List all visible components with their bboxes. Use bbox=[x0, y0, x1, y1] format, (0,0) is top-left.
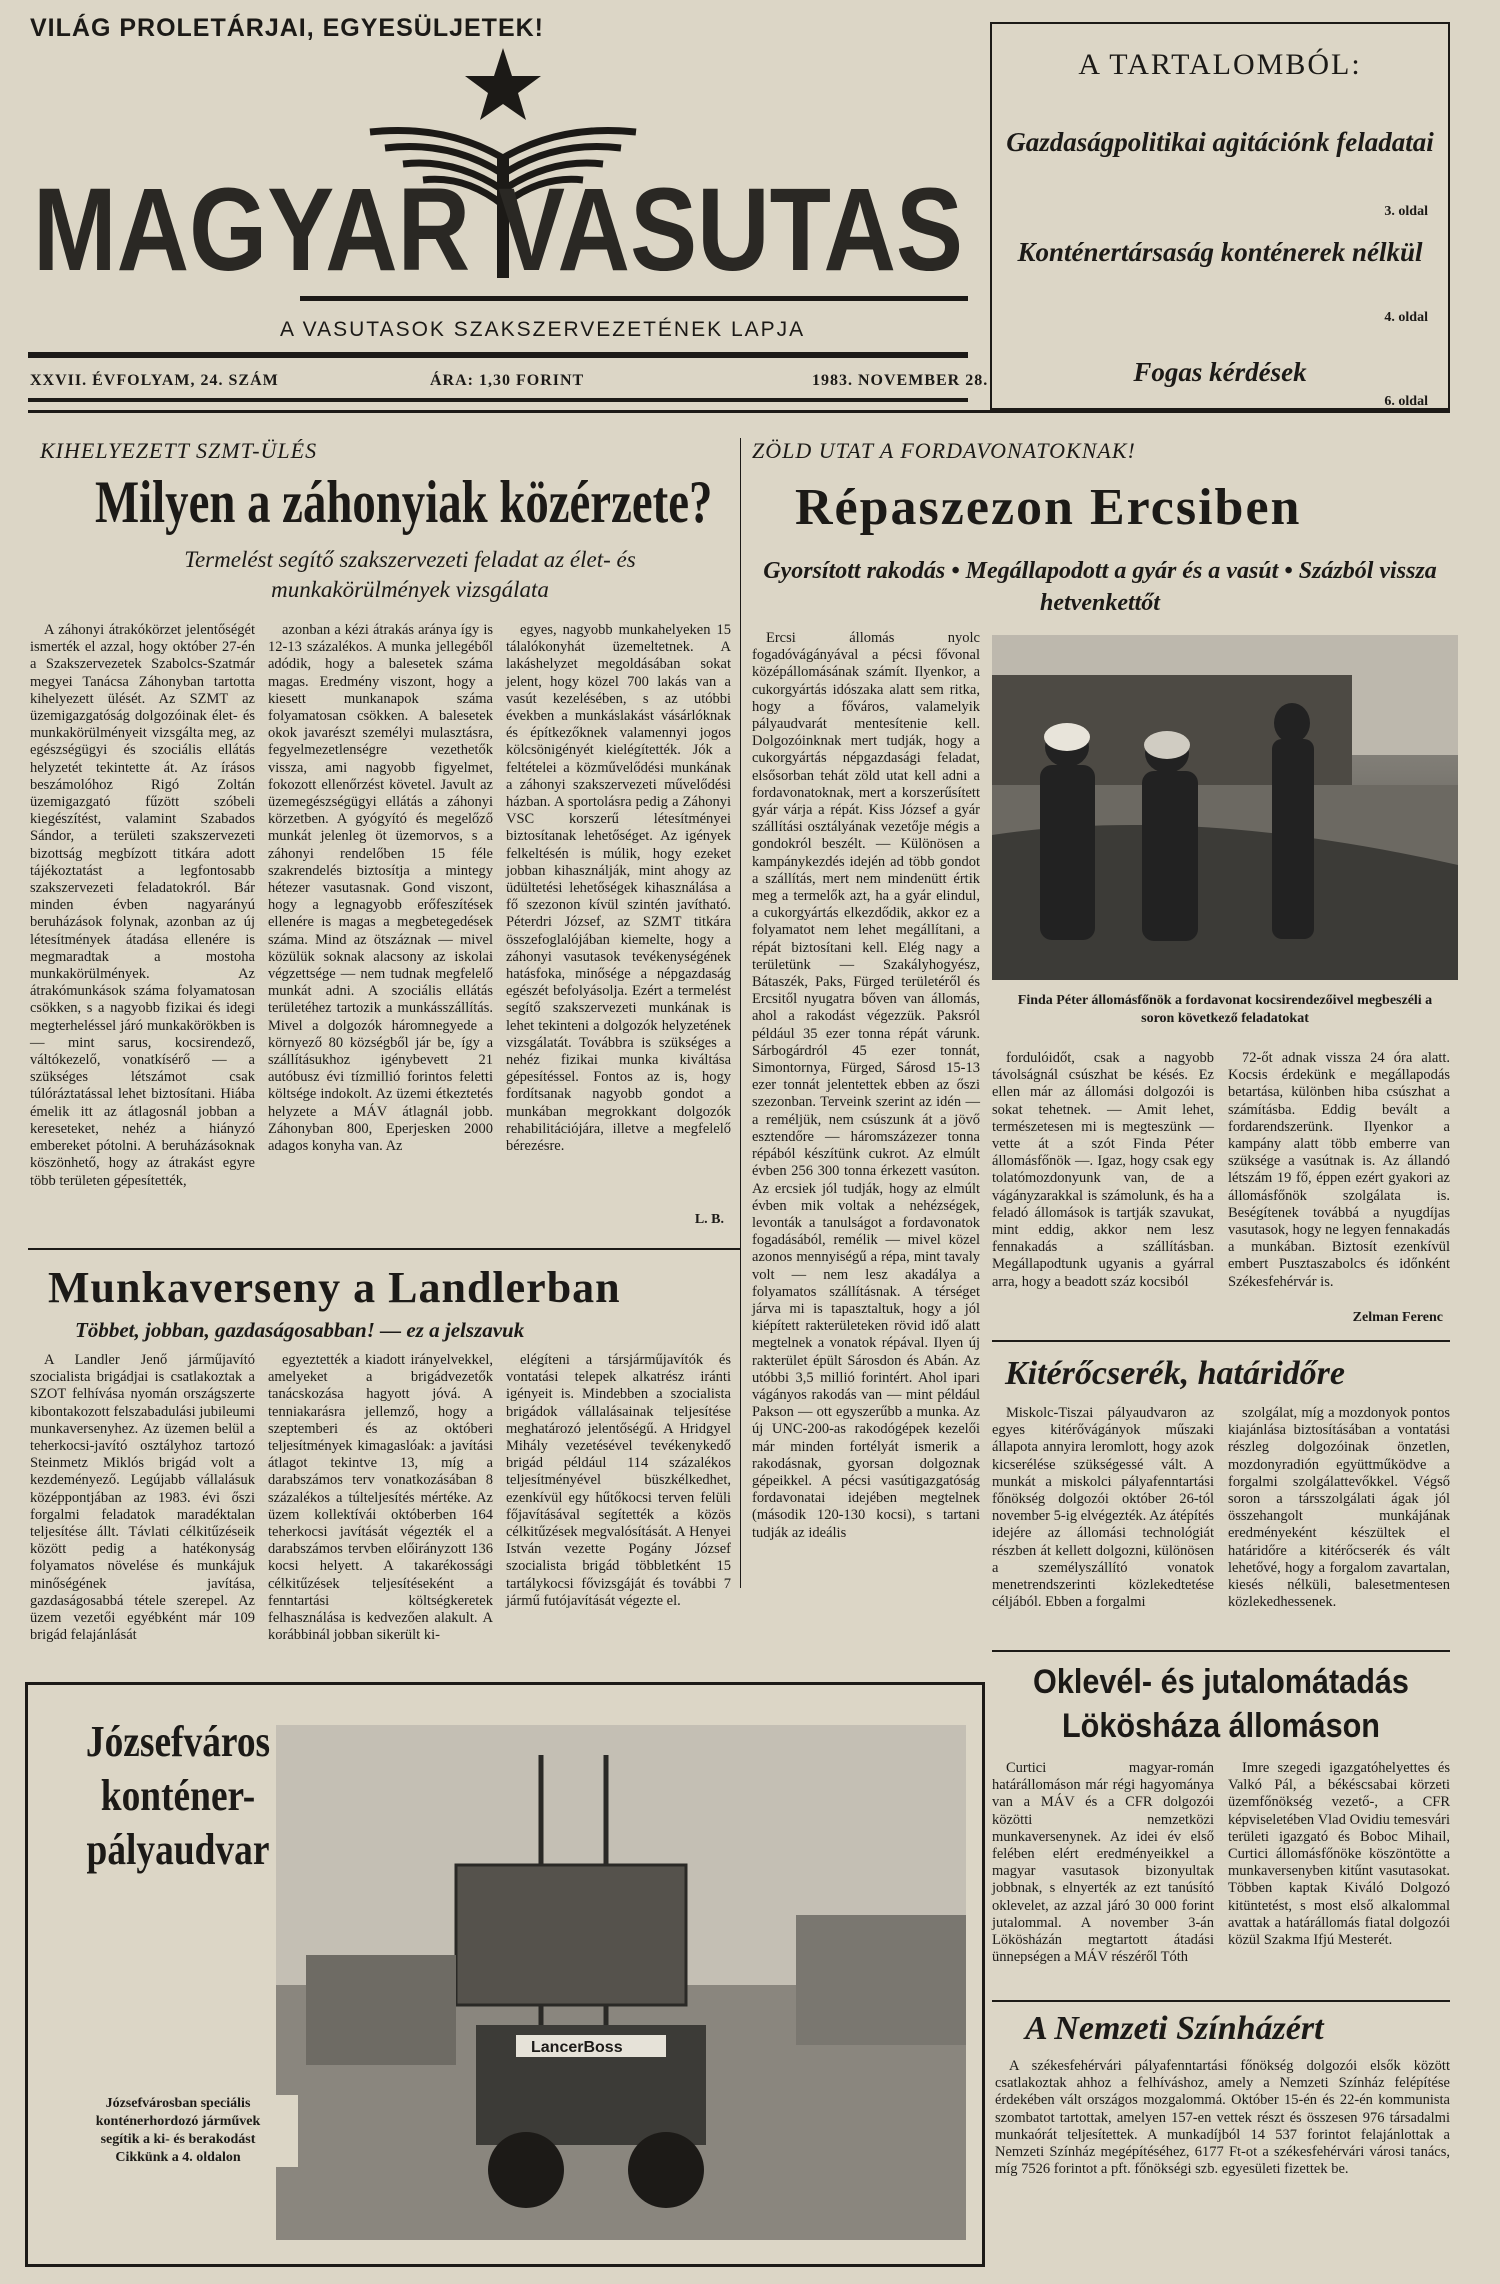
contents-page-1: 3. oldal bbox=[1384, 204, 1428, 219]
article5-rule bbox=[992, 1650, 1450, 1652]
article2-signature: Zelman Ferenc bbox=[1352, 1310, 1443, 1325]
top-section-rule bbox=[28, 410, 1450, 413]
contents-title: A TARTALOMBÓL: bbox=[1078, 48, 1362, 81]
article1-kicker: KIHELYEZETT SZMT-ÜLÉS bbox=[40, 438, 318, 463]
masthead-logo-text: MAGYAR VASUTAS bbox=[33, 164, 963, 296]
article4-column-1: Miskolc-Tiszai pályaudvaron az egyes kitérővágányok műszaki állapota annyira leromlott, hogy azok kicserélése szükségessé vált. A munkát a miskolci pályafenntartási főnökség dolgozói október 26-tól november 5-ig elvégezték. Az átépítés idejére az állomási technológiát részben át kellett dolgozni, különösen a személyszállító vonatok menetrendszerinti közlekedtetése céljából. Ebben a forgalmi bbox=[992, 1405, 1214, 1611]
article3-column-2: egyeztették a kiadott irányelvekkel, amelyeket a brigádvezetők tanácskozása hagyott jóvá. A tenniakarásra jellemző, hogy a szeptemberi és az októberi teljesítmények kimagaslóak: a javítási átlagot tekintve 13, míg a darabszámos terv vonatkozásában 8 százalékos a túlteljesítés mértéke. Az üzem kollektívái októberben 164 teherkocsi javítását végezték el a darabszámos tervben előirányzott 136 kocsi helyett. A takarékossági célkitűzések teljesítéseként a fenntartási költségkeretek felhasználása is kedvezően alakult. A korábbinál jobban sikerült ki- bbox=[268, 1352, 493, 1644]
contents-item-3: Fogas kérdések bbox=[1133, 357, 1307, 387]
issue-volume: XXVII. ÉVFOLYAM, 24. SZÁM bbox=[30, 372, 279, 389]
jozsefvaros-caption: Józsefvárosban speciális konténerhordozó járművek segítik a ki- és berakodást Cikkünk a 4. oldalon bbox=[58, 2095, 298, 2167]
article5-headline: Oklevél- és jutalomátadás Lökösháza állomáson bbox=[1033, 1663, 1409, 1745]
article2-column-1: Ercsi állomás nyolc fogadóvágányával a pécsi fővonal középállomásának számít. Ilyenkor, a cukorgyártás idószaka alatt sem ritka, hogy a főváros, valamelyik pályaudvarát mentesítenie kell. Dolgozóinknak mert tudják, hogy a cukorgyártás népgazdasági feladat, elsősorban tehát zöld utat kell adni a fordavonatoknak, mert a korszerűsített gyár várja a répát. Kiss József a gyár szállítási osztályának vezetője mégis a gondokról beszélt. — Különösen a kampánykezdés idején ad több gondot a szállítás, mert nem mindenütt értik meg a termelők azt, ha a gyár elindul, a cukorgyártás elkezdődik, akkor ez a folyamatot nem lehet megállítani, a répát biztosítani kell. Elég nagy a területünk — Szakályhogyész, Bátaszék, Paks, Fürged területéről és Ercsitől nyugatra bőven van állomás, ahol a rakodást végezzük. Paksról például 35 ezer tonna répát várunk. Sárbogárdról 45 ezer tonnát, Simontornya, Fürged, Sárosd 15-13 ezer tonnát jelentettek ebben az őszi szezonban. Terveink szerint az idén — a reméljük, nem csúszunk át a jövő esztendőre — háromszázezer tonna répából készítünk cukrot. Az elmúlt évben 256 300 tonna érkezett vasúton. Az ercsiek jól tudják, hogy az elmúlt évben mik voltak a nehézségek, levonták a tanulságot a fordavonatok fogadásából, remélik — mivel közel azonos mennyiségű a répa, mint tavaly volt — nem lesz akadálya a folyamatos szállításnak. A térséget járva mi is tapasztaltuk, hogy a jól kiépített rakterületeken rövid idő alatt megtelnek a vonatok répával. Ilyen új rakterület épült Sárosdon és Abán. Az utóbbi 3,5 millió forintért. Ahol ipari vágányos rakodás van — mint például Pakson — ott egyszerűbb a munka. Az új UNC-200-as rakodógépek kezelői már minden fortélyát ismerik a rakodásnak, gyorsan dolgoznak gépeikkel. A pécsi vasútigazgatóság fordavonatai idejében megtelnek (második 120-130 kocsi), s tartani tudják az ideális bbox=[752, 630, 980, 1541]
container-terminal-photo bbox=[276, 1725, 966, 2240]
article1-headline: Milyen a záhonyiak közérzete? bbox=[95, 469, 713, 535]
article1-column-3: egyes, nagyobb munkahelyeken 15 tálalókonyhát üzemeltetnek. A lakáshelyzet megoldásában sokat jelent, hogy közel 700 lakás van a vasút kezelésében, s az utóbbi években a munkáslakást vásárlóknak és építkezőknek valamennyi jogos kölcsönigényét kielégítették. Jók a feltételei a közművelődési munkának a záhonyi szakszervezeti művelődési házban. A sportolásra pedig a Záhonyi VSC korszerű létesítményei biztosítanak lehetőséget. Az igények felkeltésén is múlik, hogy ezeket jobban kihasználják, mint ahogy az üdültetési lehetőségek kihasználása a fő szezonon kívül szintén javítható. Péterdri József, az SZMT titkára összefoglalójában kiemelte, hogy a záhonyi vasutasok tevékenységének hatásfoka, minősége a népgazdaság egészét befolyásolja. Ezért a termelést segítő szakszervezeti munkának is lehet tekinteni a dolgozók helyzetének vizsgálatát. Továbbra is szükséges a nehéz fizikai munka kiváltása gépesítéssel. Fontos az is, hogy fordítsanak nagyobb gondot a munkában megrokkant dolgozók rehabilitációjára, illetve a megfelelő bérezésre. bbox=[506, 622, 731, 1155]
column-divider-1 bbox=[740, 438, 741, 1588]
masthead-subtitle: A VASUTASOK SZAKSZERVEZETÉNEK LAPJA bbox=[280, 318, 806, 341]
contents-page-3: 6. oldal bbox=[1384, 394, 1428, 409]
issue-price: ÁRA: 1,30 FORINT bbox=[430, 372, 585, 389]
article6-body: A székesfehérvári pályafenntartási főnökség dolgozói elsők között csatlakoztak ahhoz a felhíváshoz, amely a Nemzeti Színház felépítése érdekében vált országos mozgalommá. Október 15-én és 22-én kommunista szombatot tartottak, amelyen 157-en vettek részt és összesen 976 társadalmi munkaórát teljesítettek. A munkadíjból 14 537 forintot felajánlottak a Nemzeti Színház megépítéséhez, 6177 Ft-ot a székesfehérvári városi tanács, míg 7526 forintot a pft. főnökségi szb. egyesületi fizettek be. bbox=[995, 2058, 1450, 2178]
article3-subhead: Többet, jobban, gazdaságosabban! — ez a jelszavuk bbox=[75, 1318, 525, 1342]
article2-kicker: ZÖLD UTAT A FORDAVONATOKNAK! bbox=[752, 438, 1136, 463]
article4-headline: Kitérőcserék, határidőre bbox=[1005, 1355, 1345, 1392]
article1-column-1: A záhonyi átrakókörzet jelentőségét ismerték el azzal, hogy október 27-én a Szakszervezetek Szabolcs-Szatmár megyei Tanácsa Záhonyban tartotta kihelyezett ülését. Az SZMT az üzemigazgatóság dolgozóinak élet- és munkakörülményeit vizsgálta meg, az egészségügyi és szociális ellátás helyzetét tekintette át. Az írásos beszámolóhoz Rigó Zoltán üzemigazgató fűzött szóbeli kiegészítést, valamint Szabados Sándor, a területi szakszervezeti bizottság megbízott titkára adott tájékoztatást a legfontosabb szakszervezeti feladatokról. Bár minden évben nagyarányú beruházások folynak, azonban az új létesítmények átadása ellenére is megmaradtak a mostoha munkakörülmények. Az átrakómunkások száma folyamatosan csökken, s a nagyobb fizikai és idegi megterheléssel járó munkakörökben is — mint sarus, kocsirendező, váltókezelő, vonatkísérő — a szükséges létszámot csak túlóráztatással lehet biztosítani. Hiába émelik itt az átlagosnál jobban a kereseteket, nehéz a hiányzó embereket pótolni. A beruházásoknak köszönhető, hogy az átrakást egyre több területen gépesítették, bbox=[30, 622, 255, 1189]
article2-subhead: Gyorsított rakodás • Megállapodott a gyár és a vasút • Százból vissza hetvenkettőt bbox=[763, 558, 1437, 616]
article3-rule bbox=[28, 1248, 740, 1250]
contents-box bbox=[990, 22, 1450, 410]
masthead-rule bbox=[300, 296, 968, 301]
article1-signature: L. B. bbox=[694, 1212, 724, 1227]
jozsefvaros-box bbox=[25, 1682, 985, 2267]
article5-column-1: Curtici magyar-román határállomáson már régi hagyománya van a MÁV és a CFR dolgozói közötti nemzetközi munkaversenynek. Az idei év első felében elért eredményeikkel a magyar vasutasok bizonyultak jobbnak, s elnyerték az ezt tanúsító oklevelet, az azzal járó 30 000 forint jutalommal. A november 3-án Lökösházán megtartott átadási ünnepségen a MÁV részéről Tóth bbox=[992, 1760, 1214, 1966]
jozsefvaros-headline: Józsefváros konténer- pályaudvar bbox=[85, 1717, 271, 1874]
star-icon bbox=[465, 48, 541, 120]
forklift-brand-label: LancerBoss bbox=[531, 2039, 623, 2056]
masthead-logo bbox=[25, 40, 980, 300]
article1-subhead: Termelést segítő szakszervezeti feladat az élet- és munkakörülmények vizsgálata bbox=[184, 547, 636, 602]
article3-column-1: A Landler Jenő járműjavító szocialista brigádjai is csatlakoztak a SZOT felhívása nyomán országszerte kibontakozott felszabadulási jubileumi munkaversenyhez. Az üzemen belül a teherkocsi-javító osztályhoz tartozó Steinmetz Miklós brigád volt a kezdeményező. Legújabb vállalásuk középpontjában az 1983. évi őszi forgalmi feladatok maradéktalan teljesítése állt. Távlati célkitűzéseik között pedig a hatékonyság folyamatos növelése és munkájuk minőségének javítása, gazdaságosabbá tétele szerepel. Az üzem vezetői egyébként már 109 brigád felajánlását bbox=[30, 1352, 255, 1644]
article6-headline: A Nemzeti Színházért bbox=[1025, 2010, 1324, 2047]
article6-rule bbox=[992, 2000, 1450, 2002]
article5-column-2: Imre szegedi igazgatóhelyettes és Valkó Pál, a békéscsabai körzeti üzemfőnökség vezető-, a CFR képviseletében Vlad Ovidiu temesvári területi igazgató és Boboc Mihail, Curtici állomásfőnöke köszöntötte a munkaversenyben kitűnt vasutasokat. Többen kaptak Kiváló Dolgozó kitüntetést, s most első alkalommal avattak a határállomás fiatal dolgozói közül Szakma Ifjú Mesterét. bbox=[1228, 1760, 1450, 1949]
article4-column-2: szolgálat, míg a mozdonyok pontos kiajánlása biztosításában a vontatási részleg dolgozóinak önzetlen, mozdonyradión együttműködve a forgalmi szolgálattevőkkel. Végső soron a társszolgálati ágak jól összehangolt munkájának eredményeként készültek el határidőre a kitérőcserék és vált lehetővé, hogy a forgalom zavartalan, kiesés nélküli, balesetmentesen közlekedhessenek. bbox=[1228, 1405, 1450, 1611]
contents-item-2: Konténertársaság konténerek nélkül bbox=[1017, 237, 1423, 267]
issue-date: 1983. NOVEMBER 28. bbox=[812, 372, 989, 389]
article2-headline: Répaszezon Ercsiben bbox=[795, 479, 1302, 536]
ercsi-photo-caption: Finda Péter állomásfőnök a fordavonat kocsirendezőivel megbeszéli a soron következő feladatokat bbox=[1017, 993, 1433, 1026]
contents-item-1: Gazdaságpolitikai agitációnk feladatai bbox=[1006, 127, 1434, 157]
article3-column-3: elégíteni a társjárműjavítók és vontatási telepek alkatrész iránti igényeit is. Mindebben a szocialista brigádok vállalásainak teljesítése meghatározó jelentőségű. A Hridgyel Mihály vezetésével tevékenykedő brigád például 114 százalékos teljesítményével büszkélkedhet, ezenkívül egy hűtőkocsi terven felüli főjavításával segítették a közös célkitűzések megvalósítását. A Henyei István vezette Pogány József szocialista brigád többletként 15 tartálykocsi fővizsgáját és további 7 jármű futójavítását végezte el. bbox=[506, 1352, 731, 1609]
article3-headline: Munkaverseny a Landlerban bbox=[48, 1263, 621, 1312]
contents-page-2: 4. oldal bbox=[1384, 310, 1428, 325]
issue-rule-bottom bbox=[28, 398, 968, 402]
article1-column-2: azonban a kézi átrakás aránya így is 12-13 százalékos. A munka jellegéből adódik, hogy a balesetek száma magas. Eredmény viszont, hogy a kiesett munkanapok száma folyamatosan csökken. A balesetek okok javarészt személyi mulasztásra, fegyelmezetlenségre vezethetők vissza, ami nagyobb figyelmet, fokozott ellenőrzést követel. Javult az üzemegészségügyi ellátás a záhonyi körzetben. A gyógyító és megelőző munkát jelenleg öt üzemorvos, s a záhonyi rendelőben 15 féle szakrendelés biztosítja a mintegy hétezer vasutasnak. Gond viszont, hogy a legnagyobb erőfeszítések ellenére is magas a megbetegedések száma. Mind az ötszáznak — mivel közülük soknak alacsony az iskolai végzettsége — nem tudnak megfelelő munkát adni. A szociális ellátás területéhez tartozik a munkásszállítás. Mivel a dolgozók háromnegyede a környező 80 községből jár be, így a szállításukhoz igénybevett 21 autóbusz évi tízmillió forintos feletti költsége indokolt. Az üzemi étkeztetés helyzete a MÁV átlagnál jobb. Záhonyban 800, Eperjesken 2000 adagos konyha van. Az bbox=[268, 622, 493, 1155]
article2-column-3: 72-őt adnak vissza 24 óra alatt. Kocsis érdekünk e megállapodás betartása, különben hiba csúszhat a számításba. Eddig bevált a fordarendszerünk. Ilyenkor a kampány alatt több emberre van szüksége a vasútnak is. Az állandó létszám 19 fő, éppen ezért gyakori az állomásfőnök szolgálata is. Beségítenek továbbá a nyugdíjas vasutasok, hogy ne legyen fennakadás a munkában. Biztosít ezenkívül embert Pusztaszabolcs és időnként Székesfehérvár is. bbox=[1228, 1050, 1450, 1290]
article4-rule bbox=[992, 1340, 1450, 1342]
article2-column-2: fordulóidőt, csak a nagyobb távolságnál csúszhat be késés. Ez ellen már az állomási dolgozói is sokat tehetnek. — Amit lehet, természetesen mi is megteszünk — vette át a szót Finda Péter állomásfőnök —. Igaz, hogy csak egy tolatómozdonyunk van, de a vágányzarakkal is számolunk, és ha a feladó állomások is tartják szavukat, mint eddig, akkor nem lesz fennakadás a szállításban. Megállapodtunk ugyanis a gyárral arra, hogy a beadott száz kocsiból bbox=[992, 1050, 1214, 1290]
issue-rule-top bbox=[28, 352, 968, 358]
masthead-slogan: VILÁG PROLETÁRJAI, EGYESÜLJETEK! bbox=[30, 14, 545, 42]
ercsi-station-photo bbox=[992, 635, 1458, 980]
